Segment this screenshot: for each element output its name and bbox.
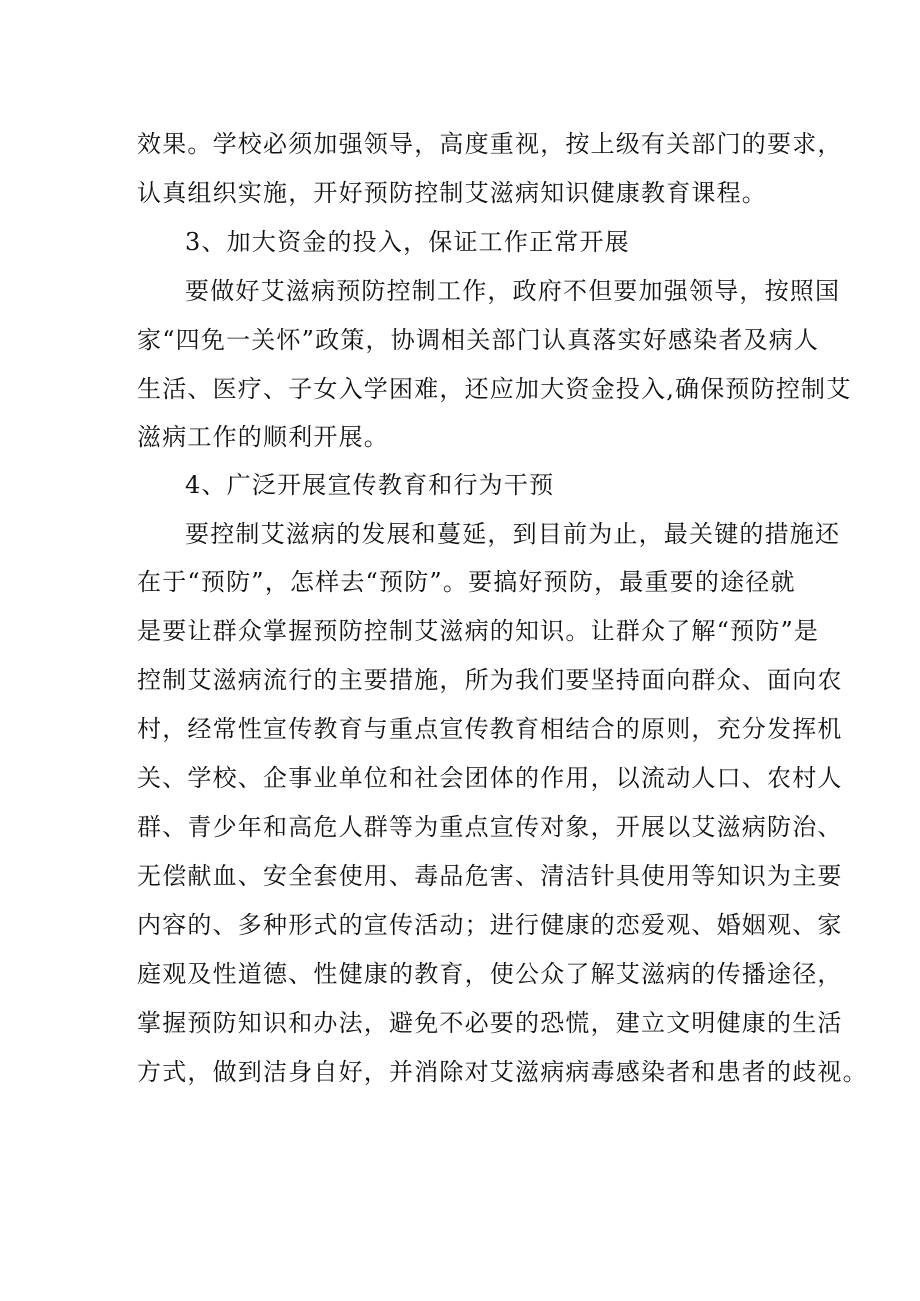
paragraph-3-line-2: 在于“预防”，怎样去“预防”。要搞好预防，最重要的途径就 — [137, 568, 796, 596]
paragraph-3-line-1: 要控制艾滋病的发展和蔓延，到目前为止，最关键的措施还 — [185, 520, 841, 548]
paragraph-2-line-4: 滋病工作的顺利开展。 — [137, 423, 389, 451]
paragraph-3-line-5: 村，经常性宣传教育与重点宣传教育相结合的原则，充分发挥机 — [137, 715, 843, 743]
paragraph-3-line-4: 控制艾滋病流行的主要措施，所为我们要坚持面向群众、面向农 — [137, 666, 843, 694]
paragraph-3-line-11: 掌握预防知识和办法，避免不必要的恐慌，建立文明健康的生活 — [137, 1009, 843, 1037]
paragraph-2-line-1: 要做好艾滋病预防控制工作，政府不但要加强领导，按照国 — [185, 277, 841, 305]
paragraph-3-line-12: 方式，做到洁身自好，并消除对艾滋病病毒感染者和患者的歧视。 — [137, 1058, 868, 1086]
paragraph-3-line-3: 是要让群众掌握预防控制艾滋病的知识。让群众了解“预防”是 — [137, 617, 820, 645]
paragraph-3-line-8: 无偿献血、安全套使用、毒品危害、清洁针具使用等知识为主要 — [137, 862, 843, 890]
paragraph-3-line-6: 关、学校、企事业单位和社会团体的作用，以流动人口、农村人 — [137, 764, 843, 792]
paragraph-3-line-10: 庭观及性道德、性健康的教育，使公众了解艾滋病的传播途径， — [137, 960, 843, 988]
section-heading-4: 4、广泛开展宣传教育和行为干预 — [185, 471, 555, 499]
paragraph-3-line-7: 群、青少年和高危人群等为重点宣传对象，开展以艾滋病防治、 — [137, 813, 843, 841]
paragraph-1-line-1: 效果。学校必须加强领导，高度重视，按上级有关部门的要求， — [137, 130, 843, 158]
paragraph-2-line-3: 生活、医疗、子女入学困难，还应加大资金投入,确保预防控制艾 — [137, 375, 852, 403]
paragraph-1-line-2: 认真组织实施，开好预防控制艾滋病知识健康教育课程。 — [137, 179, 767, 207]
section-heading-3: 3、加大资金的投入，保证工作正常开展 — [185, 228, 630, 256]
paragraph-2-line-2: 家“四免一关怀”政策，协调相关部门认真落实好感染者及病人 — [137, 326, 820, 354]
paragraph-3-line-9: 内容的、多种形式的宣传活动；进行健康的恋爱观、婚姻观、家 — [137, 911, 843, 939]
